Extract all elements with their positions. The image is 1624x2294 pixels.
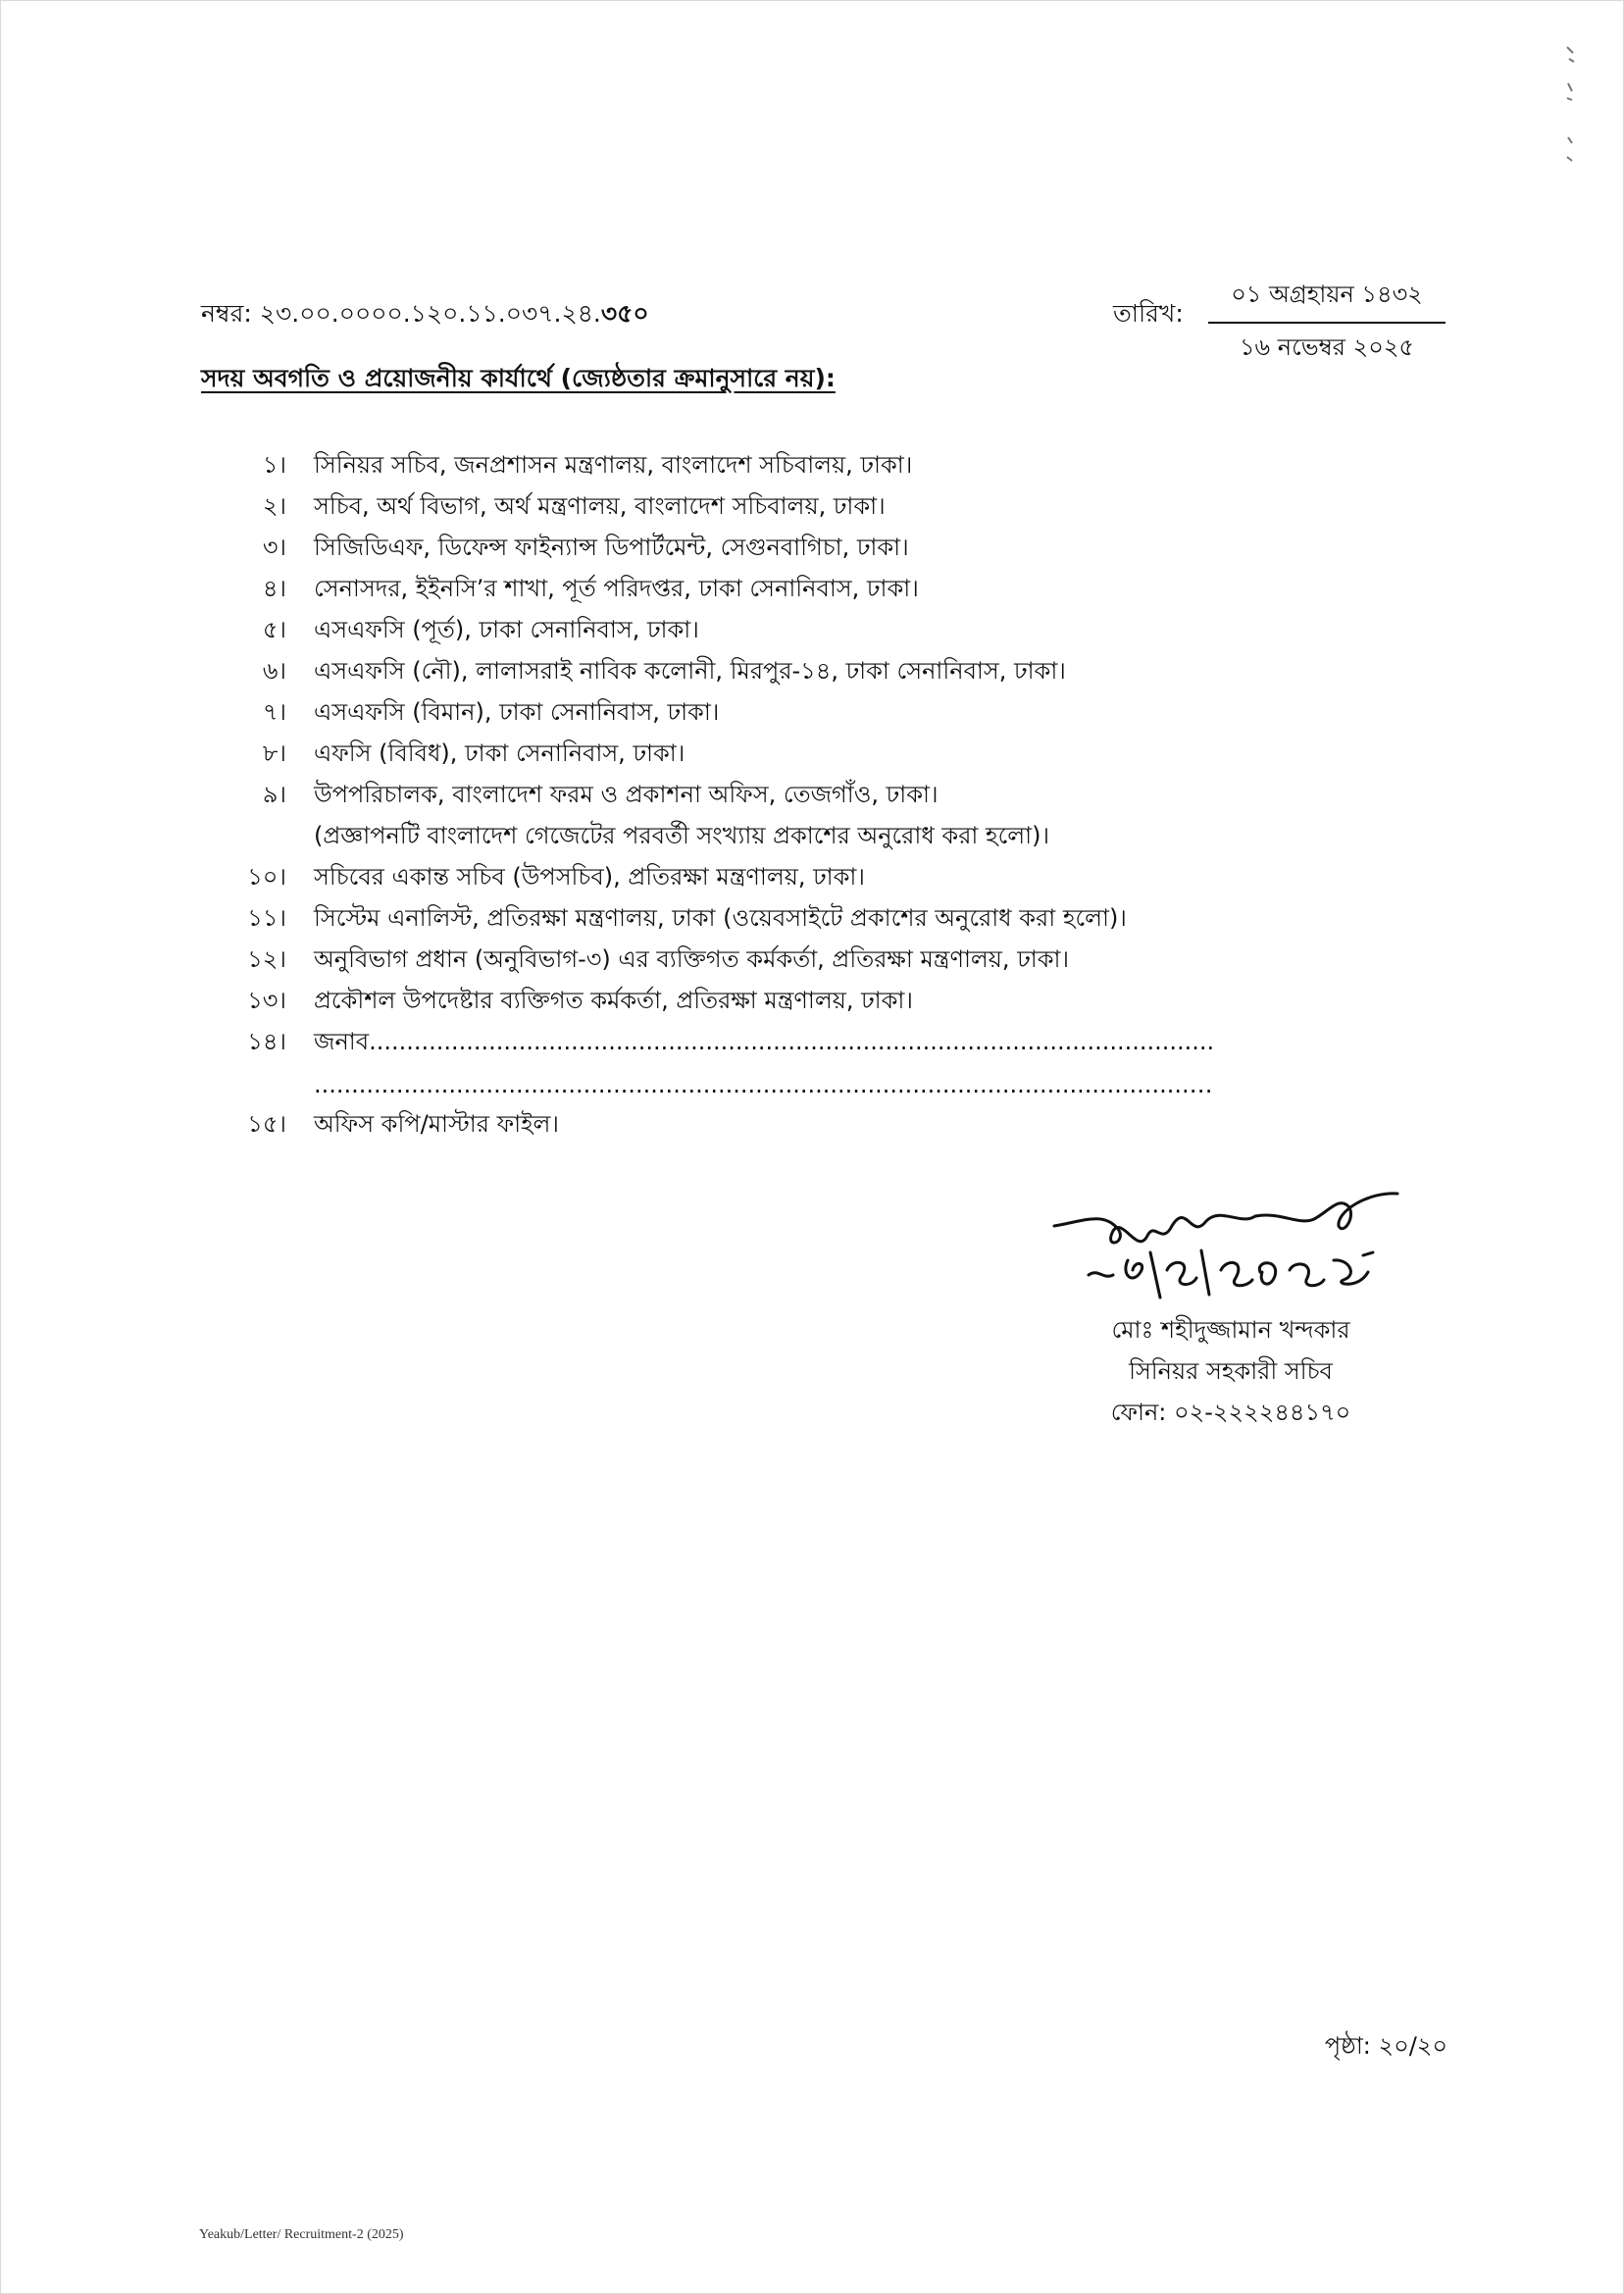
handwritten-signature [1044, 1182, 1417, 1309]
list-item-number: ৮। [262, 739, 286, 767]
list-item [211, 1023, 1486, 1064]
list-item-text: সচিবের একান্ত সচিব (উপসচিব), প্রতিরক্ষা মন্ত্রণালয়, ঢাকা। [314, 863, 865, 891]
signatory-block [1064, 1309, 1397, 1433]
list-item-text: এসএফসি (পূর্ত), ঢাকা সেনানিবাস, ঢাকা। [314, 616, 699, 643]
list-item-text: সিস্টেম এনালিস্ট, প্রতিরক্ষা মন্ত্রণালয়, ঢাকা (ওয়েবসাইটে প্রকাশের অনুরোধ করা হলো)। [314, 904, 1127, 932]
list-item-number: ১৪। [247, 1028, 286, 1055]
list-item-text: জনাব................................................................................................................. [314, 1028, 1215, 1055]
list-item [211, 487, 1486, 529]
date-block [1208, 277, 1446, 369]
list-item-text: এফসি (বিবিধ), ঢাকা সেনানিবাস, ঢাকা। [314, 739, 685, 767]
list-item-text: সচিব, অর্থ বিভাগ, অর্থ মন্ত্রণালয়, বাংলাদেশ সচিবালয়, ঢাকা। [314, 492, 886, 520]
list-item-number: ১৩। [247, 987, 286, 1014]
list-item [211, 570, 1486, 611]
punch-hole-marks [1559, 39, 1579, 167]
list-item-text: অনুবিভাগ প্রধান (অনুবিভাগ-৩) এর ব্যক্তিগত কর্মকর্তা, প্রতিরক্ষা মন্ত্রণালয়, ঢাকা। [314, 945, 1070, 973]
list-item-text: সেনাসদর, ইইনসি’র শাখা, পূর্ত পরিদপ্তর, ঢাকা সেনানিবাস, ঢাকা। [314, 575, 919, 602]
list-item-text: এসএফসি (নৌ), লালাসরাই নাবিক কলোনী, মিরপুর-১৪, ঢাকা সেনানিবাস, ঢাকা। [314, 657, 1066, 685]
list-item-text: সিনিয়র সচিব, জনপ্রশাসন মন্ত্রণালয়, বাংলাদেশ সচিবালয়, ঢাকা। [314, 451, 913, 479]
distribution-heading: সদয় অবগতি ও প্রয়োজনীয় কার্যার্থে (জ্যেষ্ঠতার ক্রমানুসারে নয়): [201, 364, 836, 392]
list-item [211, 611, 1486, 652]
list-item-number: ২। [262, 492, 286, 520]
list-item-number: ৩। [262, 534, 286, 561]
list-item [211, 735, 1486, 776]
page-number: পৃষ্ঠা: ২০/২০ [1324, 2032, 1447, 2060]
list-item [211, 652, 1486, 693]
list-item-number: ১। [262, 451, 286, 479]
list-item-number: ১২। [247, 945, 286, 973]
list-item [211, 693, 1486, 735]
list-item [211, 858, 1486, 899]
list-item-note: (প্রজ্ঞাপনটি বাংলাদেশ গেজেটের পরবর্তী সংখ্যায় প্রকাশের অনুরোধ করা হলো)। [314, 822, 1050, 849]
list-item-number: ৭। [262, 698, 286, 726]
signatory-phone: ফোন: ০২-২২২২৪৪১৭০ [1110, 1399, 1351, 1426]
list-item-number: ১০। [247, 863, 286, 891]
list-item-text: প্রকৌশল উপদেষ্টার ব্যক্তিগত কর্মকর্তা, প্রতিরক্ষা মন্ত্রণালয়, ঢাকা। [314, 987, 913, 1014]
date-bangla: ০১ অগ্রহায়ন ১৪৩২ [1208, 277, 1446, 324]
list-item-number: ৫। [262, 616, 286, 643]
signatory-designation: সিনিয়র সহকারী সচিব [1129, 1357, 1333, 1385]
list-item-text: সিজিডিএফ, ডিফেন্স ফাইন্যান্স ডিপার্টমেন্ট, সেগুনবাগিচা, ঢাকা। [314, 534, 909, 561]
list-item [211, 982, 1486, 1023]
list-item-number: ৯। [262, 781, 286, 808]
list-item-text: এসএফসি (বিমান), ঢাকা সেনানিবাস, ঢাকা। [314, 698, 720, 726]
list-item [211, 529, 1486, 570]
list-item [211, 941, 1486, 982]
list-item [211, 446, 1486, 487]
recipient-list [211, 446, 1486, 1147]
list-item [211, 776, 1486, 817]
list-item-number: ১১। [247, 904, 286, 932]
date-label: তারিখ: [1113, 299, 1184, 328]
reference-number: নম্বর: ২৩.০০.০০০০.১২০.১১.০৩৭.২৪.৩৫০ [201, 299, 649, 328]
list-item-text: অফিস কপি/মাস্টার ফাইল। [314, 1110, 560, 1138]
list-item [211, 1105, 1486, 1147]
list-item-number: ৬। [262, 657, 286, 685]
list-item [211, 899, 1486, 941]
footer-code: Yeakub/Letter/ Recruitment-2 (2025) [199, 2227, 404, 2242]
list-item-text: উপপরিচালক, বাংলাদেশ ফরম ও প্রকাশনা অফিস, তেজগাঁও, ঢাকা। [314, 781, 939, 808]
signatory-name: মোঃ শহীদুজ্জামান খন্দকার [1111, 1316, 1350, 1344]
date-english: ১৬ নভেম্বর ২০২৫ [1239, 333, 1414, 361]
list-item-number: ১৫। [247, 1110, 286, 1138]
list-item-number: ৪। [262, 575, 286, 602]
list-item-note: .....................................................................................................................… [314, 1071, 1213, 1098]
